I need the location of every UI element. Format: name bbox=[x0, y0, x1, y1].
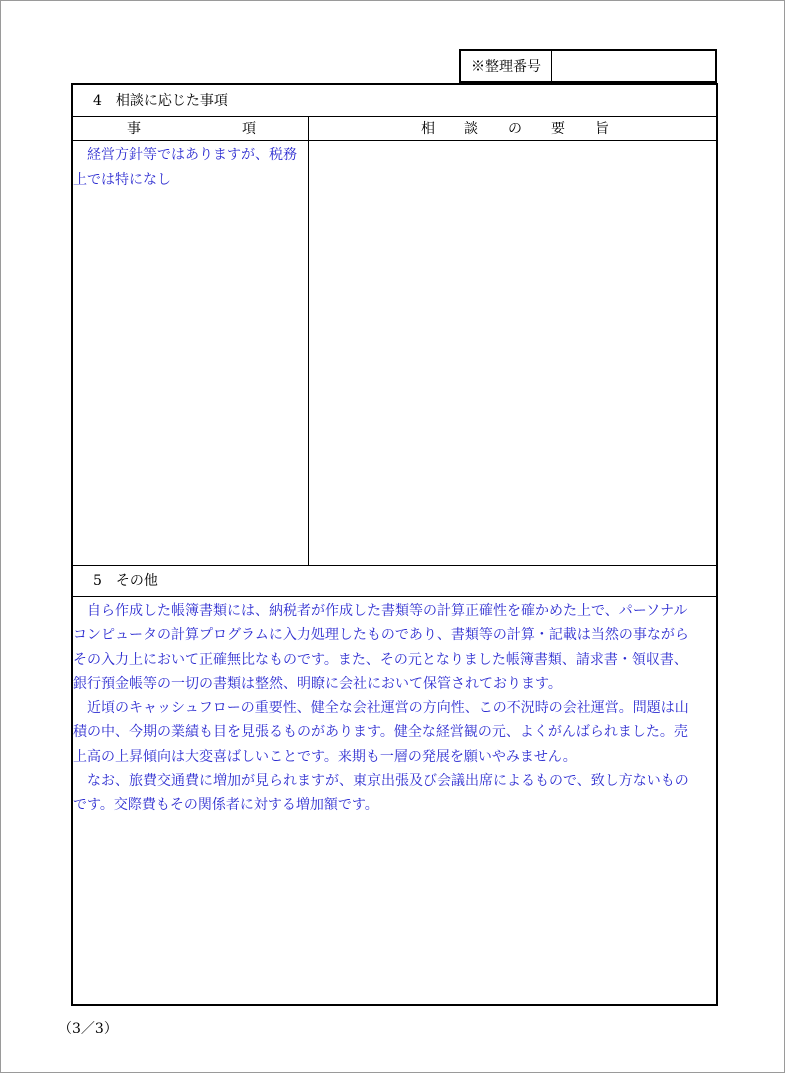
column-header-items-char: 項 bbox=[242, 121, 256, 137]
column-header-summary-char: 相 bbox=[421, 121, 435, 137]
column-header-summary-char: 旨 bbox=[595, 121, 609, 137]
consultation-form bbox=[71, 83, 718, 1006]
other-notes-line: 自ら作成した帳簿書類には、納税者が作成した書類等の計算正確性を確かめた上で、パーソナル bbox=[73, 603, 688, 619]
summary-entry[interactable] bbox=[309, 141, 716, 565]
items-entry-line: 経営方針等ではありますが、税務 bbox=[73, 147, 297, 163]
other-notes-line: コンピュータの計算プログラムに入力処理したものであり、書類等の計算・記載は当然の事ながら bbox=[73, 627, 689, 644]
other-notes-line: です。交際費もその関係者に対する増加額です。 bbox=[73, 797, 379, 814]
other-notes-line: その入力上において正確無比なものです。また、その元となりました帳簿書類、請求書・領収書、 bbox=[73, 651, 688, 668]
column-header-items bbox=[73, 117, 309, 141]
items-entry[interactable] bbox=[73, 141, 309, 565]
column-header-summary-char: の bbox=[508, 121, 522, 137]
column-header-summary bbox=[309, 117, 716, 141]
items-entry-line: 上では特になし bbox=[73, 172, 171, 188]
other-notes-line: 積の中、今期の業績も目を見張るものがあります。健全な経営観の元、よくがんばられました。売 bbox=[73, 724, 688, 741]
other-notes-line: 上高の上昇傾向は大変喜ばしいことです。来期も一層の発展を願いやみません。 bbox=[73, 748, 577, 765]
column-header-summary-char: 要 bbox=[551, 121, 565, 137]
reference-number-box bbox=[459, 49, 717, 83]
section5-heading: 5 その他 bbox=[73, 565, 716, 597]
section4-heading: 4 相談に応じた事項 bbox=[73, 85, 716, 117]
other-notes-entry[interactable] bbox=[73, 599, 716, 818]
column-header-items-char: 事 bbox=[127, 121, 141, 137]
column-header-summary-char: 談 bbox=[464, 121, 478, 137]
reference-number-label: ※整理番号 bbox=[461, 51, 552, 81]
other-notes-line: 近頃のキャッシュフローの重要性、健全な会社運営の方向性、この不況時の会社運営。問題は山 bbox=[73, 700, 689, 717]
reference-number-field[interactable] bbox=[552, 51, 715, 81]
page-number: （3／3） bbox=[58, 1021, 118, 1037]
other-notes-line: 銀行預金帳等の一切の書類は整然、明瞭に会社において保管されております。 bbox=[73, 675, 562, 692]
other-notes-line: なお、旅費交通費に増加が見られますが、東京出張及び会議出席によるもので、致し方ないもの bbox=[73, 773, 689, 790]
